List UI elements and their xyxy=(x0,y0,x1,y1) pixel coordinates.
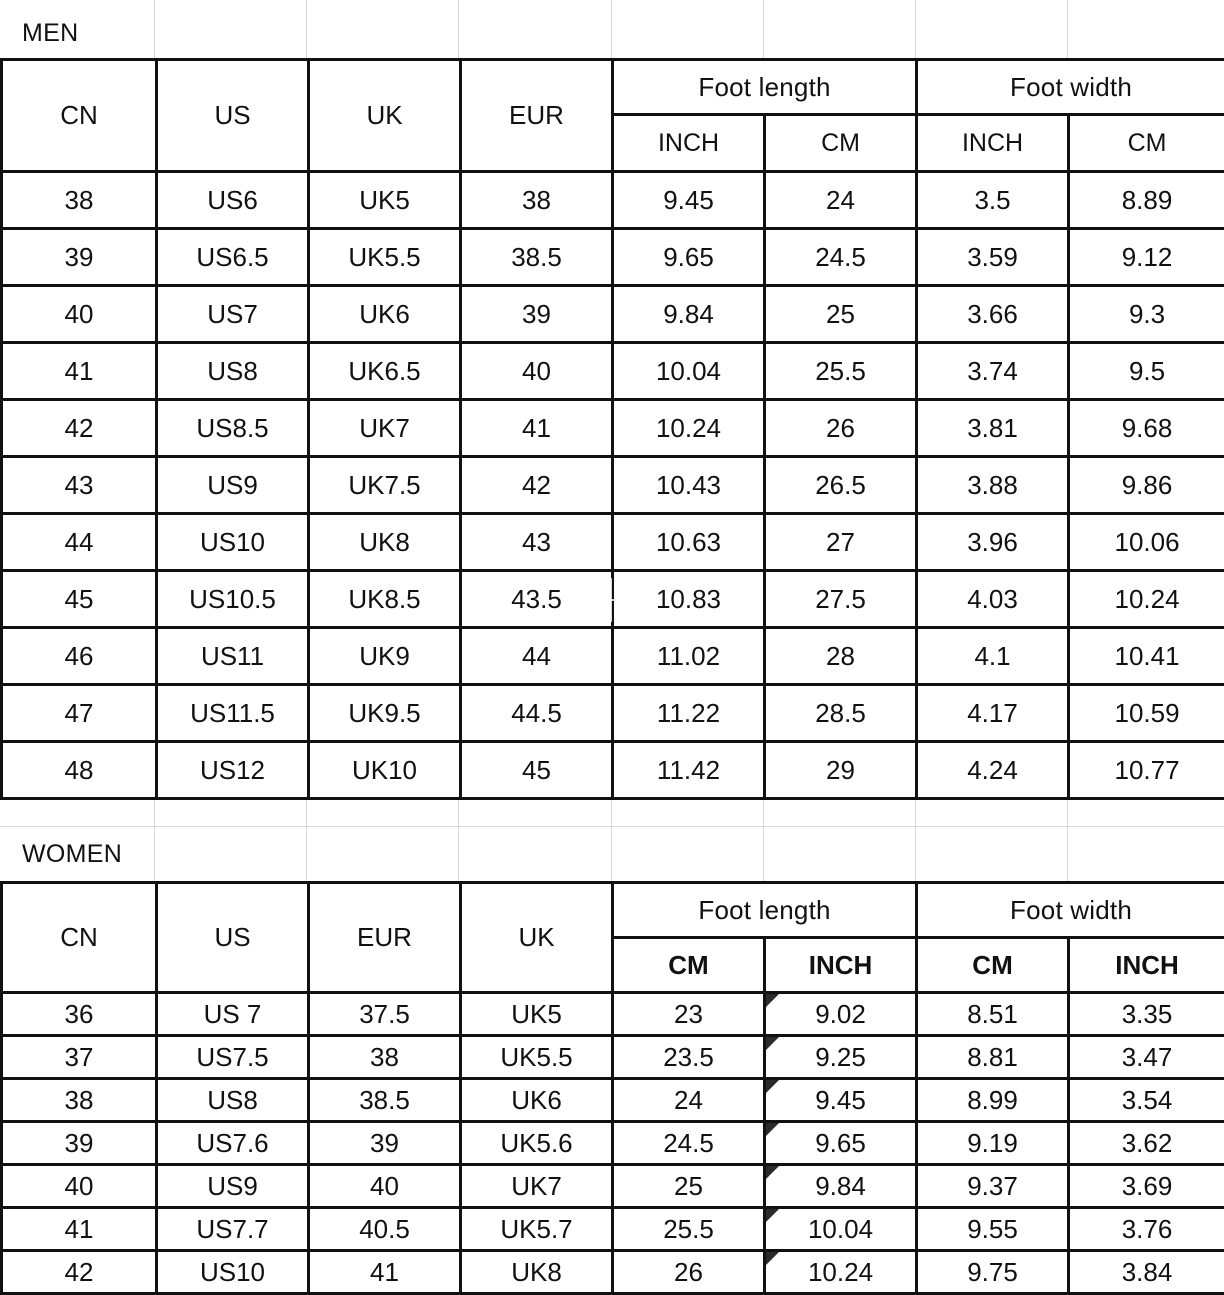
table-cell: 45 xyxy=(461,742,613,799)
table-cell: US11.5 xyxy=(157,685,309,742)
table-cell: 9.5 xyxy=(1069,343,1224,400)
table-cell: 3.62 xyxy=(1069,1122,1224,1165)
table-cell: 3.84 xyxy=(1069,1251,1224,1294)
table-row xyxy=(2,343,1224,400)
table-row xyxy=(2,457,1224,514)
table-cell: US10 xyxy=(157,1251,309,1294)
table-cell: 10.41 xyxy=(1069,628,1224,685)
table-cell: US11 xyxy=(157,628,309,685)
table-cell: 11.22 xyxy=(613,685,765,742)
table-row xyxy=(2,1251,1224,1294)
table-cell: 24 xyxy=(765,172,917,229)
table-cell: UK6.5 xyxy=(309,343,461,400)
table-cell: 10.04 xyxy=(613,343,765,400)
women-col-header-uk: UK xyxy=(461,883,613,993)
gridline-vertical xyxy=(1067,0,1068,60)
table-cell: 10.59 xyxy=(1069,685,1224,742)
table-cell: 9.65 xyxy=(765,1122,917,1165)
table-cell: 9.55 xyxy=(917,1208,1069,1251)
table-row xyxy=(2,1079,1224,1122)
section-label-women xyxy=(0,828,155,880)
table-cell: US10 xyxy=(157,514,309,571)
table-cell: 10.77 xyxy=(1069,742,1224,799)
table-cell: 28.5 xyxy=(765,685,917,742)
gridline-vertical xyxy=(458,0,459,60)
table-cell: 3.54 xyxy=(1069,1079,1224,1122)
table-cell: UK5.7 xyxy=(461,1208,613,1251)
men-size-table xyxy=(0,58,1224,800)
women-col-header-cn: CN xyxy=(2,883,157,993)
table-cell: 10.24 xyxy=(765,1251,917,1294)
table-cell: 42 xyxy=(461,457,613,514)
table-cell: US9 xyxy=(157,1165,309,1208)
table-cell: 42 xyxy=(2,1251,157,1294)
table-row xyxy=(2,229,1224,286)
table-cell: UK7 xyxy=(461,1165,613,1208)
table-cell: 43 xyxy=(461,514,613,571)
table-cell: US12 xyxy=(157,742,309,799)
table-cell: 39 xyxy=(309,1122,461,1165)
table-row xyxy=(2,1122,1224,1165)
table-cell: 43.5 xyxy=(461,571,613,628)
table-cell: 3.35 xyxy=(1069,993,1224,1036)
table-cell: 9.25 xyxy=(765,1036,917,1079)
table-cell: 11.02 xyxy=(613,628,765,685)
men-header-row-primary xyxy=(2,60,1224,115)
table-cell: UK5 xyxy=(461,993,613,1036)
table-cell: US6 xyxy=(157,172,309,229)
table-cell: 39 xyxy=(2,229,157,286)
table-cell: UK8.5 xyxy=(309,571,461,628)
gridline-vertical xyxy=(915,0,916,60)
table-cell: 9.86 xyxy=(1069,457,1224,514)
table-cell: 40 xyxy=(309,1165,461,1208)
men-col-header-uk: UK xyxy=(309,60,461,172)
section-label-women-text: WOMEN xyxy=(22,840,122,869)
men-group-header-foot-length: Foot length xyxy=(613,60,917,115)
table-cell: 3.66 xyxy=(917,286,1069,343)
table-cell: 28 xyxy=(765,628,917,685)
table-cell: 38.5 xyxy=(461,229,613,286)
table-cell: 23 xyxy=(613,993,765,1036)
women-col-header-us: US xyxy=(157,883,309,993)
table-cell: 47 xyxy=(2,685,157,742)
men-unit-header-width-inch: INCH xyxy=(917,115,1069,172)
table-cell: 10.24 xyxy=(613,400,765,457)
gridline-vertical xyxy=(611,0,612,60)
table-cell: 38 xyxy=(309,1036,461,1079)
table-cell: 3.74 xyxy=(917,343,1069,400)
table-cell: 9.75 xyxy=(917,1251,1069,1294)
table-cell: 41 xyxy=(461,400,613,457)
table-cell: US6.5 xyxy=(157,229,309,286)
table-cell: 4.03 xyxy=(917,571,1069,628)
table-cell: 9.19 xyxy=(917,1122,1069,1165)
table-cell: 8.89 xyxy=(1069,172,1224,229)
table-cell: 9.84 xyxy=(613,286,765,343)
table-cell: 43 xyxy=(2,457,157,514)
table-cell: 27 xyxy=(765,514,917,571)
table-cell: UK6 xyxy=(309,286,461,343)
men-table-body xyxy=(2,172,1224,799)
table-cell: 39 xyxy=(2,1122,157,1165)
table-row xyxy=(2,1165,1224,1208)
table-cell: 4.1 xyxy=(917,628,1069,685)
table-cell: 3.76 xyxy=(1069,1208,1224,1251)
table-cell: 24.5 xyxy=(613,1122,765,1165)
table-cell: US7 xyxy=(157,286,309,343)
table-cell: 25 xyxy=(613,1165,765,1208)
women-unit-header-length-cm: CM xyxy=(613,938,765,993)
gridline-horizontal xyxy=(0,826,1224,827)
table-cell: 40.5 xyxy=(309,1208,461,1251)
women-group-header-foot-length: Foot length xyxy=(613,883,917,938)
table-cell: 3.81 xyxy=(917,400,1069,457)
table-cell: 44 xyxy=(461,628,613,685)
table-cell: 36 xyxy=(2,993,157,1036)
table-cell: 9.37 xyxy=(917,1165,1069,1208)
gridline-vertical xyxy=(306,0,307,60)
table-row xyxy=(2,628,1224,685)
table-cell: 42 xyxy=(2,400,157,457)
table-cell: US10.5 xyxy=(157,571,309,628)
table-cell: UK5.5 xyxy=(461,1036,613,1079)
table-cell: 24.5 xyxy=(765,229,917,286)
table-cell: 10.63 xyxy=(613,514,765,571)
table-cell: 3.47 xyxy=(1069,1036,1224,1079)
table-cell: 9.02 xyxy=(765,993,917,1036)
men-col-header-cn: CN xyxy=(2,60,157,172)
table-cell: US7.7 xyxy=(157,1208,309,1251)
table-cell: 26.5 xyxy=(765,457,917,514)
table-cell: US7.6 xyxy=(157,1122,309,1165)
table-cell: 3.88 xyxy=(917,457,1069,514)
table-cell: 3.96 xyxy=(917,514,1069,571)
table-cell: 3.59 xyxy=(917,229,1069,286)
table-row xyxy=(2,742,1224,799)
table-row xyxy=(2,1208,1224,1251)
table-cell: 38 xyxy=(2,1079,157,1122)
table-cell: 8.99 xyxy=(917,1079,1069,1122)
table-cell: 9.45 xyxy=(765,1079,917,1122)
women-col-header-eur: EUR xyxy=(309,883,461,993)
table-cell: US 7 xyxy=(157,993,309,1036)
table-cell: 40 xyxy=(2,286,157,343)
table-cell: 4.17 xyxy=(917,685,1069,742)
table-row xyxy=(2,571,1224,628)
table-cell: 9.68 xyxy=(1069,400,1224,457)
table-cell: UK7 xyxy=(309,400,461,457)
table-cell: 45 xyxy=(2,571,157,628)
table-cell: 10.24 xyxy=(1069,571,1224,628)
table-cell: 41 xyxy=(2,343,157,400)
men-col-header-eur: EUR xyxy=(461,60,613,172)
women-unit-header-width-cm: CM xyxy=(917,938,1069,993)
table-cell: 8.81 xyxy=(917,1036,1069,1079)
table-cell: 9.84 xyxy=(765,1165,917,1208)
table-cell: 40 xyxy=(461,343,613,400)
table-cell: 46 xyxy=(2,628,157,685)
table-cell: UK5.5 xyxy=(309,229,461,286)
table-cell: 25.5 xyxy=(613,1208,765,1251)
table-cell: 11.42 xyxy=(613,742,765,799)
men-unit-header-width-cm: CM xyxy=(1069,115,1224,172)
table-cell: 40 xyxy=(2,1165,157,1208)
table-cell: 10.83 xyxy=(613,571,765,628)
table-cell: US8 xyxy=(157,1079,309,1122)
table-row xyxy=(2,400,1224,457)
table-cell: US8.5 xyxy=(157,400,309,457)
women-size-table xyxy=(0,881,1224,1295)
table-cell: US7.5 xyxy=(157,1036,309,1079)
table-cell: 29 xyxy=(765,742,917,799)
table-cell: 9.65 xyxy=(613,229,765,286)
table-cell: 3.5 xyxy=(917,172,1069,229)
table-cell: 3.69 xyxy=(1069,1165,1224,1208)
table-cell: UK6 xyxy=(461,1079,613,1122)
table-row xyxy=(2,685,1224,742)
section-label-men-text: MEN xyxy=(22,19,78,48)
table-cell: 48 xyxy=(2,742,157,799)
table-cell: UK7.5 xyxy=(309,457,461,514)
women-table-body xyxy=(2,993,1224,1294)
table-cell: UK5.6 xyxy=(461,1122,613,1165)
table-cell: 25 xyxy=(765,286,917,343)
table-cell: 9.12 xyxy=(1069,229,1224,286)
table-cell: UK9.5 xyxy=(309,685,461,742)
table-row xyxy=(2,993,1224,1036)
table-cell: UK9 xyxy=(309,628,461,685)
table-cell: UK8 xyxy=(461,1251,613,1294)
table-cell: 38 xyxy=(2,172,157,229)
table-cell: 8.51 xyxy=(917,993,1069,1036)
table-cell: 26 xyxy=(613,1251,765,1294)
table-cell: UK5 xyxy=(309,172,461,229)
table-cell: 4.24 xyxy=(917,742,1069,799)
section-label-men xyxy=(0,10,155,56)
men-unit-header-length-inch: INCH xyxy=(613,115,765,172)
table-row xyxy=(2,172,1224,229)
women-group-header-foot-width: Foot width xyxy=(917,883,1224,938)
table-cell: US9 xyxy=(157,457,309,514)
women-unit-header-width-inch: INCH xyxy=(1069,938,1224,993)
table-cell: 23.5 xyxy=(613,1036,765,1079)
men-col-header-us: US xyxy=(157,60,309,172)
men-group-header-foot-width: Foot width xyxy=(917,60,1224,115)
table-cell: 44 xyxy=(2,514,157,571)
table-cell: 39 xyxy=(461,286,613,343)
women-header-row-primary xyxy=(2,883,1224,938)
table-cell: 24 xyxy=(613,1079,765,1122)
gridline-vertical xyxy=(763,0,764,60)
table-cell: 26 xyxy=(765,400,917,457)
table-cell: 41 xyxy=(2,1208,157,1251)
table-cell: 27.5 xyxy=(765,571,917,628)
table-cell: 37 xyxy=(2,1036,157,1079)
table-cell: 10.43 xyxy=(613,457,765,514)
table-cell: 10.06 xyxy=(1069,514,1224,571)
table-cell: 44.5 xyxy=(461,685,613,742)
table-cell: 37.5 xyxy=(309,993,461,1036)
table-cell: UK8 xyxy=(309,514,461,571)
table-cell: 9.45 xyxy=(613,172,765,229)
men-unit-header-length-cm: CM xyxy=(765,115,917,172)
table-cell: US8 xyxy=(157,343,309,400)
table-row xyxy=(2,286,1224,343)
table-cell: 41 xyxy=(309,1251,461,1294)
table-row xyxy=(2,1036,1224,1079)
table-cell: UK10 xyxy=(309,742,461,799)
women-unit-header-length-inch: INCH xyxy=(765,938,917,993)
table-cell: 38.5 xyxy=(309,1079,461,1122)
table-row xyxy=(2,514,1224,571)
table-cell: 38 xyxy=(461,172,613,229)
table-cell: 10.04 xyxy=(765,1208,917,1251)
table-cell: 25.5 xyxy=(765,343,917,400)
table-cell: 9.3 xyxy=(1069,286,1224,343)
